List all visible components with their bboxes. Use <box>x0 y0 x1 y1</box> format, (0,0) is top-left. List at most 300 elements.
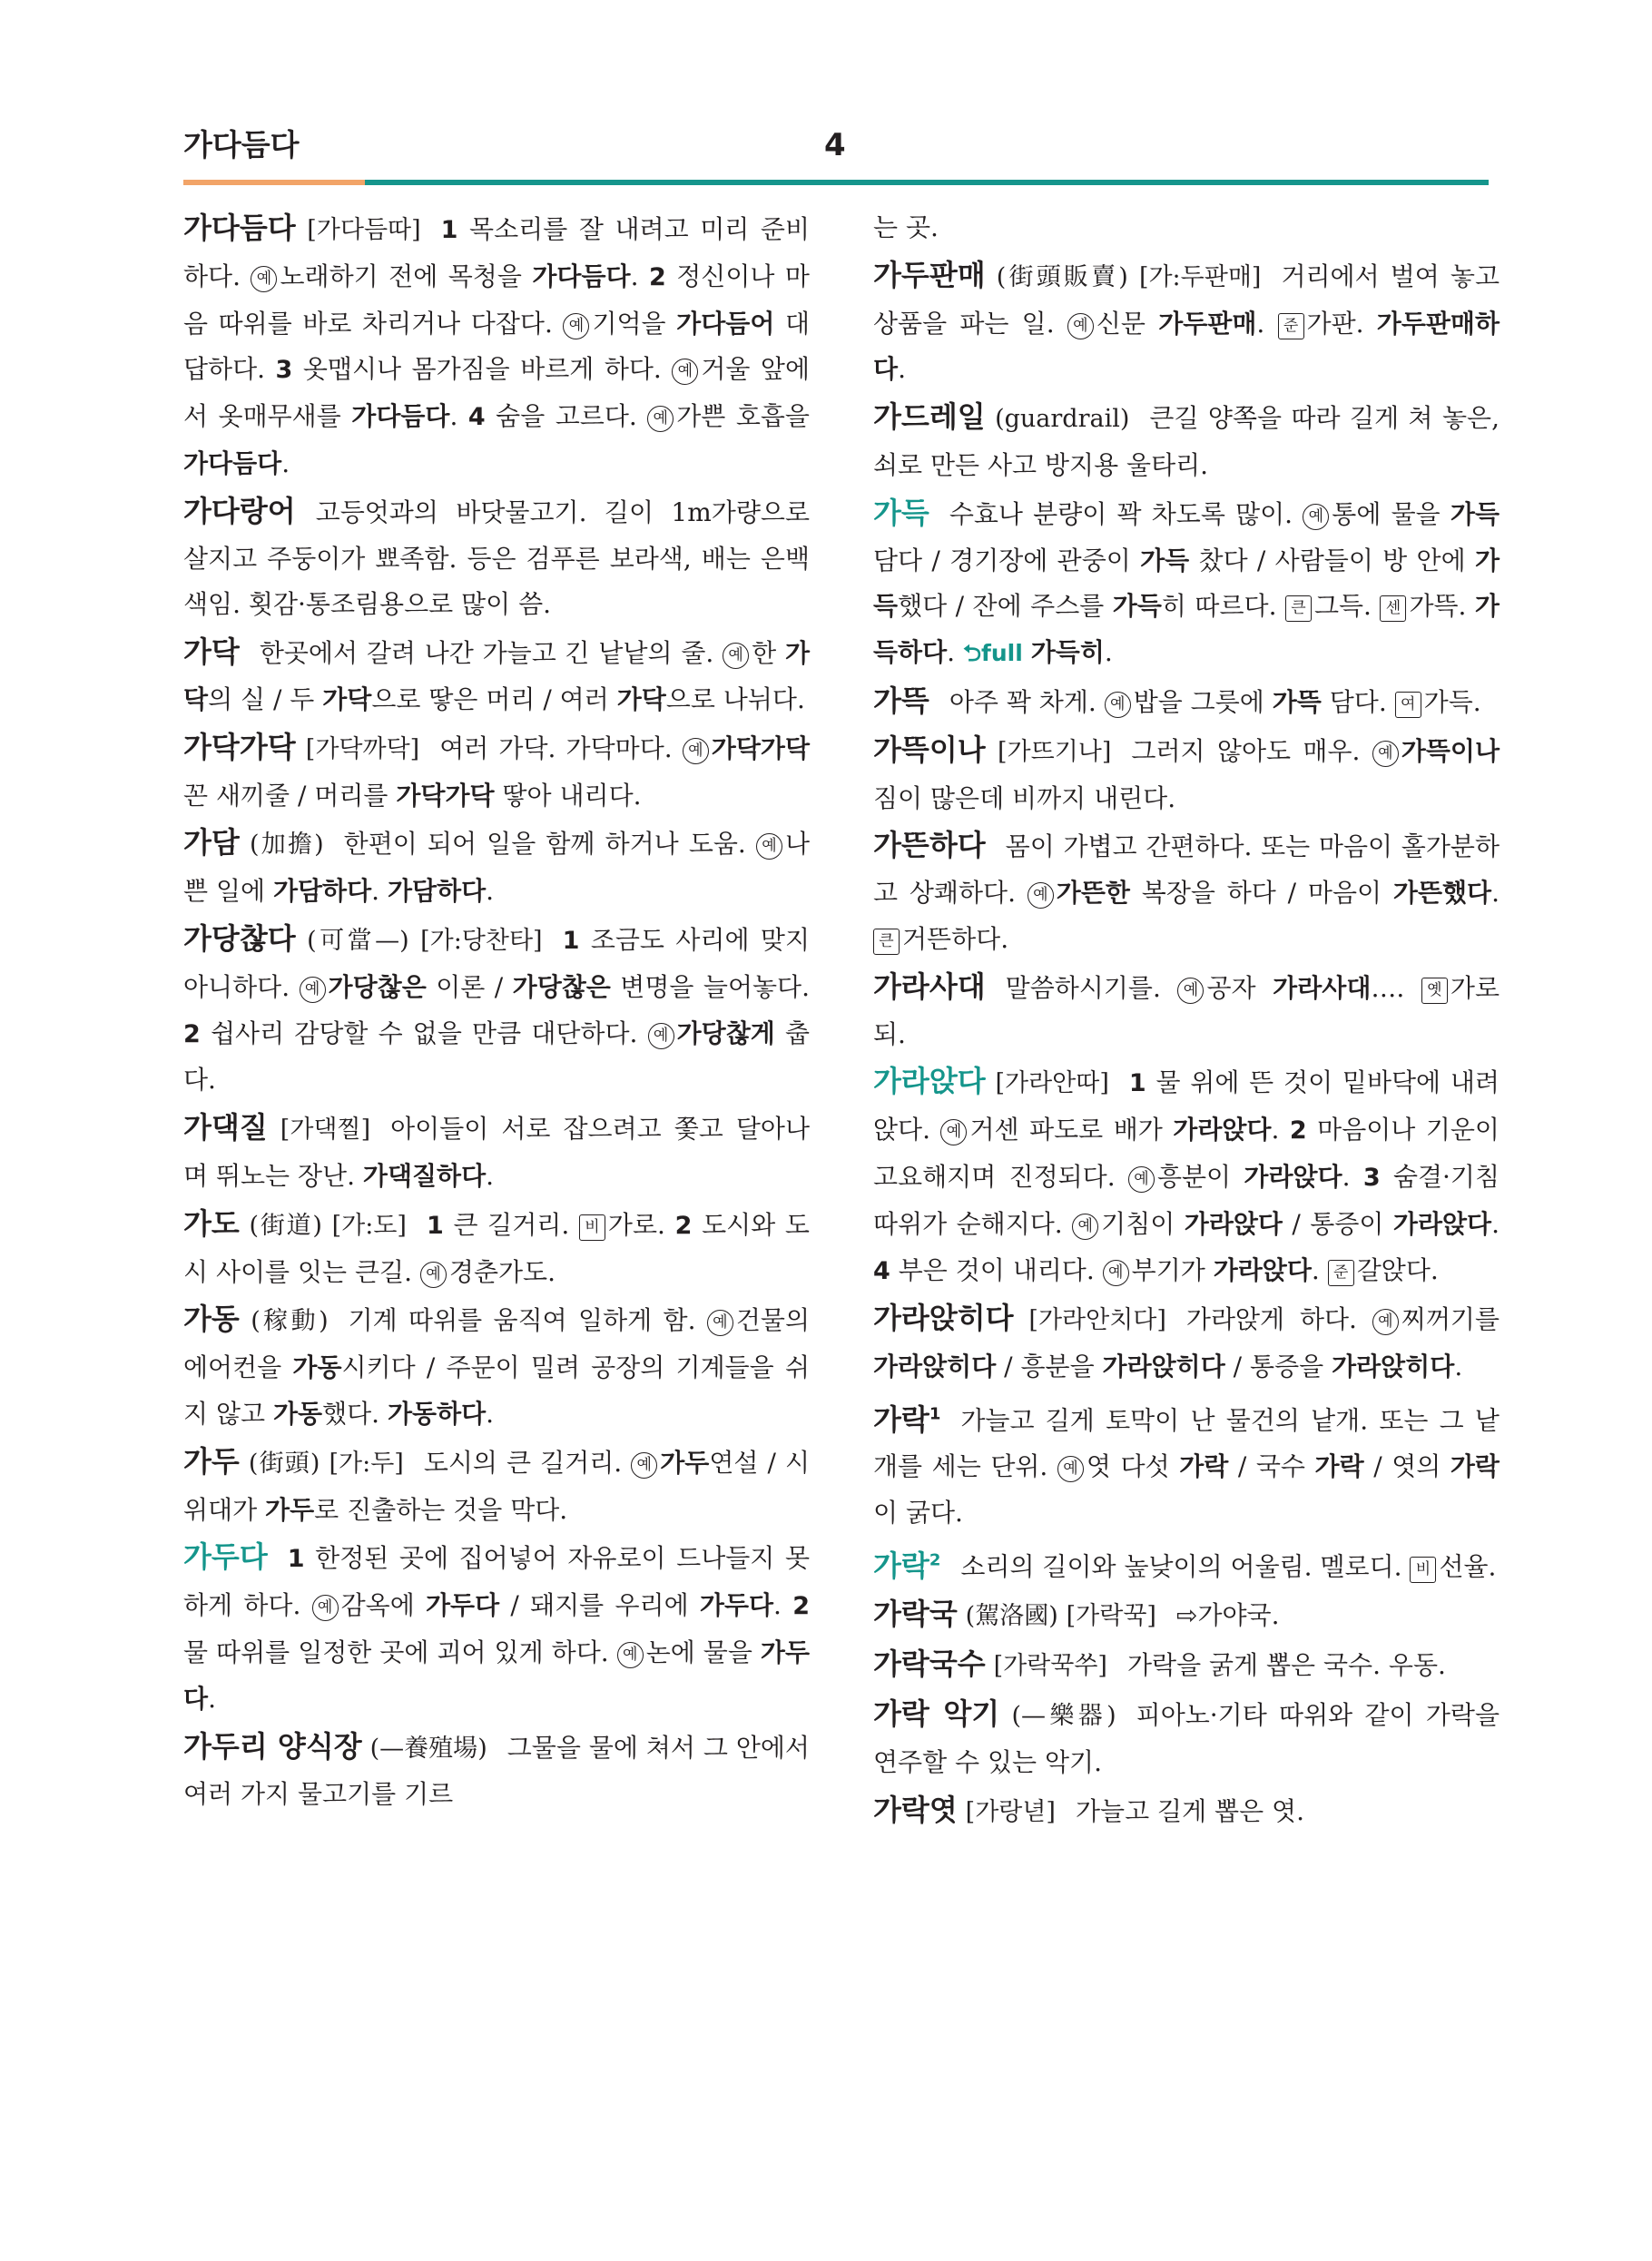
entry-garak-2 <box>873 1538 1500 1590</box>
definition: 한곳에서 갈려 나간 가늘고 긴 낱낱의 줄. <box>259 638 714 669</box>
example-text: 한 <box>752 638 785 669</box>
cross-reference: 가야국. <box>1197 1600 1280 1631</box>
example-text: 나쁜 일에 <box>183 829 811 907</box>
example-headword: 가닥 <box>183 638 810 714</box>
pronunciation: [가락꾹] <box>1066 1602 1156 1631</box>
example-mark-icon: 예 <box>420 1262 447 1288</box>
headword: 가댁질 <box>183 1110 268 1145</box>
definition: 가늘고 길게 뽑은 엿. <box>1075 1795 1304 1826</box>
example-text: 했다. <box>322 1398 380 1429</box>
punctuation: . <box>947 637 956 668</box>
example-headword: 가닥 <box>616 683 666 714</box>
definition: 그러지 않아도 매우. <box>1131 735 1361 766</box>
entry-garagyeot <box>873 1787 1500 1836</box>
example-mark-icon: 예 <box>683 738 709 764</box>
pronunciation: [가락꾹쑤] <box>993 1652 1107 1681</box>
definition: 숨결·기침 따위가 순해지다. <box>873 1161 1500 1239</box>
example-mark-icon: 예 <box>1103 1260 1129 1286</box>
entry-gadeureil <box>873 394 1500 489</box>
headword <box>873 1548 940 1583</box>
example-headword: 가다듬다 <box>351 401 450 432</box>
headword: 가라앉히다 <box>873 1301 1014 1336</box>
example-mark-icon: 예 <box>1057 1456 1084 1482</box>
example-text: …. <box>1371 972 1405 1003</box>
example-mark-icon: 예 <box>1372 1309 1399 1335</box>
headword: 가뜬하다 <box>873 828 986 863</box>
example-text: 춥다. <box>183 1017 811 1096</box>
related-word: 가로. <box>607 1209 665 1240</box>
example-headword: 가득 <box>1450 498 1500 529</box>
headword: 가라앉다 <box>873 1064 986 1099</box>
headword: 가락국 <box>873 1597 958 1632</box>
headword: 가두판매 <box>873 257 986 292</box>
example-headword: 가뜩 <box>1272 686 1322 717</box>
entry-gadadeumda <box>183 205 810 487</box>
example-headword: 가동 <box>272 1398 323 1429</box>
hanja: (可當—) <box>307 926 409 955</box>
example-headword: 가득 <box>873 545 1500 622</box>
headword: 가담 <box>183 825 240 860</box>
definition: 기계 따위를 움직여 일하게 함. <box>348 1305 696 1336</box>
pronunciation: [가닥까닥] <box>305 734 420 763</box>
punctuation: . <box>898 354 906 385</box>
related-word: 그득. <box>1313 591 1372 622</box>
headword: 가락국수 <box>873 1647 986 1682</box>
definition: 물 위에 뜬 것이 밑바닥에 내려앉다. <box>873 1067 1500 1145</box>
sense-number: 3 <box>1362 1163 1381 1192</box>
headword <box>873 1402 940 1437</box>
example-mark-icon: 예 <box>648 1023 674 1049</box>
similar-word-mark-icon: 비 <box>579 1214 605 1241</box>
definition: 마음이나 기운이 고요해지며 진정되다. <box>873 1115 1500 1192</box>
entry-gadu <box>183 1439 810 1534</box>
example-text: / 돼지를 우리에 <box>499 1590 700 1621</box>
pronunciation: [가댁찔] <box>280 1116 371 1145</box>
example-headword: 가두다 <box>699 1590 774 1621</box>
strong-word-mark-icon: 센 <box>1380 595 1406 622</box>
example-text: 담다. <box>1321 686 1387 717</box>
example-headword: 가라앉다 <box>1213 1254 1312 1285</box>
example-text: 히 따르다. <box>1161 591 1277 622</box>
definition: 아주 꽉 차게. <box>949 686 1096 717</box>
hanja: (街頭) <box>248 1449 320 1478</box>
headword: 가두 <box>183 1443 240 1479</box>
hanja: (—樂器) <box>1011 1702 1116 1731</box>
headword: 가뜩이나 <box>873 732 986 767</box>
definition: 부은 것이 내리다. <box>898 1254 1095 1285</box>
example-mark-icon: 예 <box>723 643 749 669</box>
example-text: 연설 / 시위대가 <box>183 1447 811 1525</box>
example-headword: 가라앉다 <box>1173 1115 1272 1145</box>
punctuation: . <box>486 1160 495 1191</box>
header-rule-accent <box>183 180 365 185</box>
example-text: 부기가 <box>1131 1254 1214 1285</box>
definition: 가늘고 길게 토막이 난 물건의 낱개. 또는 그 낱개를 세는 단위. <box>873 1405 1500 1482</box>
example-headword: 가라앉다 <box>1244 1161 1342 1192</box>
example-text: . <box>449 401 458 432</box>
entry-gadupanmae <box>873 252 1500 393</box>
short-form-mark-icon: 준 <box>1328 1260 1354 1286</box>
example-text: . <box>1311 1254 1320 1285</box>
homonym-number: 1 <box>929 1403 941 1423</box>
example-mark-icon: 예 <box>312 1595 339 1621</box>
page-header <box>183 120 1489 189</box>
example-headword: 가뜬한 <box>1056 878 1130 909</box>
page-number: 4 <box>824 127 846 163</box>
example-headword: 가당찮은 <box>512 971 611 1002</box>
example-headword: 가다듬다 <box>532 261 631 291</box>
homonym-number: 2 <box>929 1549 941 1569</box>
sense-number: 1 <box>1128 1069 1146 1098</box>
sense-number: 4 <box>873 1256 890 1285</box>
example-headword: 가당찮게 <box>676 1017 775 1048</box>
entry-garaanchida <box>873 1295 1500 1391</box>
example-text: 신문 <box>1096 308 1159 339</box>
example-headword: 가닥 <box>322 683 372 714</box>
definition: 도시와 도시 사이를 잇는 큰길. <box>183 1209 810 1287</box>
pronunciation: [가:두] <box>329 1449 404 1478</box>
headword-text: 가락 <box>873 1548 929 1583</box>
example-text: 공자 <box>1206 972 1273 1003</box>
entry-gadak <box>183 629 810 723</box>
headword: 가라사대 <box>873 968 986 1004</box>
punctuation: . <box>1104 637 1113 668</box>
example-text: 거울 앞에서 옷매무새를 <box>183 354 811 432</box>
entry-gatteugina <box>873 727 1500 822</box>
example-headword: 가락 <box>1314 1451 1364 1482</box>
derived-word: 가득히 <box>1030 637 1105 668</box>
example-text: . <box>773 1590 782 1621</box>
example-headword: 가뜩이나 <box>1401 735 1500 766</box>
example-text: 의 실 / 두 <box>208 683 323 714</box>
entry-garakguk <box>873 1591 1500 1640</box>
entry-gadeuk <box>873 490 1500 677</box>
example-text: 복장을 하다 / 마음이 <box>1129 878 1393 909</box>
headword: 가당찮다 <box>183 920 296 956</box>
example-headword: 가라앉히다 <box>1332 1352 1455 1382</box>
sense-number: 2 <box>674 1211 693 1240</box>
related-word: 선율. <box>1439 1551 1497 1582</box>
pronunciation: [가:도] <box>331 1211 407 1240</box>
example-text: . <box>208 1683 216 1714</box>
entry-gado <box>183 1201 810 1296</box>
example-headword: 가동 <box>292 1352 342 1383</box>
hanja: (加擔) <box>249 831 324 860</box>
pronunciation: [가라안따] <box>995 1069 1109 1098</box>
definition: 가라앉게 하다. <box>1185 1304 1357 1335</box>
sense-number: 2 <box>183 1019 201 1048</box>
sense-number: 1 <box>562 926 580 955</box>
derived-word: 가담하다 <box>387 876 487 907</box>
definition: 옷맵시나 몸가짐을 바르게 하다. <box>302 354 662 385</box>
example-mark-icon: 예 <box>631 1452 657 1479</box>
example-text: 찼다 / 사람들이 방 안에 <box>1189 545 1475 575</box>
full-reference <box>963 640 1023 666</box>
example-mark-icon: 예 <box>756 833 782 860</box>
derived-word: 가동하다 <box>387 1398 487 1429</box>
example-text: . <box>630 261 639 291</box>
example-text: 으로 땋은 머리 / 여러 <box>371 683 617 714</box>
definition: 그물을 물에 쳐서 그 안에서 여러 가지 물고기를 기르 <box>183 1732 810 1810</box>
example-headword: 가라사대 <box>1273 972 1372 1003</box>
example-headword: 가득 <box>1112 591 1162 622</box>
entry-garakguksu <box>873 1641 1500 1690</box>
similar-word-mark-icon: 비 <box>1410 1557 1436 1583</box>
headword: 가득 <box>873 495 929 530</box>
example-text: / 통증이 <box>1282 1208 1393 1239</box>
example-headword: 가다듬다 <box>183 447 282 478</box>
example-text: 꼰 새끼줄 / 머리를 <box>183 780 397 811</box>
example-text: 땋아 내리다. <box>494 780 642 811</box>
pronunciation: [가라안치다] <box>1028 1306 1166 1335</box>
entry-gaduda <box>183 1534 810 1722</box>
example-mark-icon: 예 <box>300 977 326 1003</box>
definition: 물 따위를 일정한 곳에 괴어 있게 하다. <box>183 1637 609 1667</box>
headword: 가두다 <box>183 1539 268 1575</box>
entry-gadarangeo <box>183 488 810 628</box>
example-text: . <box>371 876 380 907</box>
entry-gadaekjil <box>183 1105 810 1200</box>
pronunciation: [가:당찬타] <box>420 926 543 955</box>
sense-number: 2 <box>1289 1116 1307 1145</box>
related-word: 갈앉다. <box>1356 1254 1439 1285</box>
headword: 가도 <box>183 1205 240 1241</box>
example-text: 으로 나뉘다. <box>665 683 805 714</box>
definition: 몸이 가볍고 간편하다. 또는 마음이 홀가분하고 상쾌하다. <box>873 831 1500 909</box>
definition: 여러 가닥. 가닥마다. <box>439 732 673 763</box>
example-text: 했다 / 잔에 주스를 <box>898 591 1113 622</box>
related-word: 가로되. <box>873 972 1500 1049</box>
sense-number: 1 <box>287 1545 305 1574</box>
example-text: 짐이 많은데 비까지 내린다. <box>873 782 1176 813</box>
example-text: . <box>1491 878 1500 909</box>
definition: 말씀하시기를. <box>1005 972 1161 1003</box>
example-text: 건물의 에어컨을 <box>183 1305 810 1383</box>
punctuation: . <box>486 876 495 907</box>
example-text: / 엿의 <box>1363 1451 1450 1482</box>
punctuation: . <box>486 1398 495 1429</box>
example-mark-icon: 예 <box>1177 978 1204 1004</box>
example-text: / 통증을 <box>1224 1352 1332 1382</box>
hanja: (—養殖場) <box>369 1734 487 1763</box>
headword: 가닥가닥 <box>183 729 296 764</box>
entry-gatteunhada <box>873 822 1500 962</box>
example-text: 기침이 <box>1101 1208 1185 1239</box>
example-headword: 가닥가닥 <box>711 732 810 763</box>
entry-gadangchanta <box>183 916 810 1104</box>
example-headword: 가락 <box>1179 1451 1229 1482</box>
example-text: 경춘가도. <box>448 1256 556 1287</box>
definition: 고등엇과의 바닷물고기. 길이 1m가량으로 살지고 주둥이가 뾰족함. 등은 검푸른 보라색, 배는 은백색임. 횟감·통조림용으로 많이 씀. <box>183 496 810 620</box>
entry-gatteuk <box>873 678 1500 726</box>
derived-word: 가댁질하다 <box>362 1160 487 1191</box>
related-word: 가뜩. <box>1409 591 1467 622</box>
related-word: 거뜬하다. <box>902 923 1009 954</box>
guide-word: 가다듬다 <box>183 127 300 162</box>
headword: 가두리 양식장 <box>183 1728 362 1764</box>
definition: 피아노·기타 따위와 같이 가락을 연주할 수 있는 악기. <box>873 1700 1500 1777</box>
definition: 는 곳. <box>873 212 939 242</box>
definition: 쉽사리 감당할 수 없을 만큼 대단하다. <box>210 1017 638 1048</box>
left-column <box>183 205 810 1819</box>
sense-number: 2 <box>648 262 666 291</box>
headword: 가락엿 <box>873 1792 958 1827</box>
example-text: 찌꺼기를 <box>1401 1304 1500 1335</box>
related-word: 가득. <box>1423 686 1481 717</box>
definition: 도시의 큰 길거리. <box>423 1447 623 1478</box>
example-headword: 가두다 <box>426 1590 500 1621</box>
entry-garak-1 <box>873 1391 1500 1537</box>
definition: 조금도 사리에 맞지 아니하다. <box>183 924 811 1002</box>
old-form-mark-icon: 옛 <box>1421 978 1448 1004</box>
pronunciation: [가다듬따] <box>307 216 421 244</box>
definition: 큰길 양쪽을 따라 길게 쳐 놓은, 쇠로 만든 사고 방지용 울타리. <box>873 403 1500 480</box>
example-mark-icon: 예 <box>1372 741 1399 767</box>
example-headword: 가라앉히다 <box>1102 1352 1225 1382</box>
pronunciation: [가랑녇] <box>965 1797 1056 1826</box>
definition: 한편이 되어 일을 함께 하거나 도움. <box>343 829 746 860</box>
example-text: 밥을 그릇에 <box>1133 686 1273 717</box>
example-text: 노래하기 전에 목청을 <box>280 261 533 291</box>
headword: 가다랑어 <box>183 493 296 528</box>
headword: 가드레일 <box>873 399 986 435</box>
sense-number: 1 <box>426 1211 444 1240</box>
entry-gadam <box>183 820 810 915</box>
example-mark-icon: 예 <box>707 1310 733 1336</box>
definition: 한정된 곳에 집어넣어 자유로이 드나들지 못하게 하다. <box>183 1543 811 1621</box>
pronunciation: [가뜨기나] <box>998 737 1112 766</box>
entry-garasadae <box>873 964 1500 1058</box>
example-text: . <box>1491 1208 1500 1239</box>
example-text: 흥분이 <box>1156 1161 1244 1192</box>
example-text: 변명을 늘어놓다. <box>610 971 810 1002</box>
example-mark-icon: 예 <box>1303 504 1329 530</box>
example-headword: 가다듬어 <box>676 308 775 339</box>
entry-gadakgadak <box>183 724 810 820</box>
entry-continuation <box>873 205 1500 251</box>
example-text: 이 굵다. <box>873 1498 963 1529</box>
see-reference-arrow-icon: ⇨ <box>1175 1600 1198 1631</box>
example-text: 이론 / <box>426 971 513 1002</box>
hanja: (駕洛國) <box>965 1602 1058 1631</box>
definition: 목소리를 잘 내려고 미리 준비하다. <box>183 214 810 291</box>
example-text: 거센 파도로 배가 <box>969 1115 1174 1145</box>
example-mark-icon: 예 <box>1128 1166 1155 1193</box>
example-headword: 가두 <box>265 1494 315 1525</box>
header-rule <box>365 180 1489 185</box>
example-headword: 가당찮은 <box>328 971 427 1002</box>
pronunciation: [가:두판매] <box>1138 262 1262 291</box>
example-text: 시키다 / 주문이 밀려 공장의 기계들을 쉬지 않고 <box>183 1352 810 1429</box>
example-text: . <box>1256 308 1265 339</box>
right-column <box>873 205 1500 1836</box>
sense-number: 2 <box>792 1592 810 1621</box>
example-text: / 국수 <box>1228 1451 1315 1482</box>
definition: 큰 길거리. <box>453 1209 570 1240</box>
sense-number: 1 <box>440 216 458 244</box>
headword: 가락 악기 <box>873 1696 1000 1732</box>
full-reference-label: full <box>981 640 1023 667</box>
example-text: 담다 / 경기장에 관중이 <box>873 545 1141 575</box>
example-mark-icon: 예 <box>251 266 277 292</box>
example-headword: 가두 <box>660 1447 710 1478</box>
origin-word: (guardrail) <box>995 405 1130 434</box>
example-headword: 가뜬했다 <box>1392 878 1492 909</box>
example-text: 대답하다. <box>183 308 811 385</box>
definition: 거리에서 벌여 놓고 상품을 파는 일. <box>873 261 1500 339</box>
definition: 숨을 고르다. <box>496 401 637 432</box>
example-headword: 가라앉히다 <box>873 1352 997 1382</box>
hanja: (街道) <box>249 1211 322 1240</box>
headword: 가닥 <box>183 634 240 670</box>
derived-word: 가득하다 <box>873 591 1500 668</box>
example-text: . <box>1342 1161 1351 1192</box>
example-mark-icon: 예 <box>1067 313 1094 339</box>
headword: 가뜩 <box>873 683 929 718</box>
example-headword: 가라앉다 <box>1184 1208 1283 1239</box>
example-text: 논에 물을 <box>645 1637 761 1667</box>
example-mark-icon: 예 <box>940 1119 967 1145</box>
definition: 정신이나 마음 따위를 바로 차리거나 다잡다. <box>183 261 810 339</box>
example-text: . <box>1271 1115 1280 1145</box>
headword: 가다듬다 <box>183 211 296 245</box>
definition: 아이들이 서로 잡으려고 쫓고 달아나며 뛰노는 장난. <box>183 1114 810 1191</box>
example-mark-icon: 예 <box>1028 882 1054 909</box>
example-text: 감옥에 <box>340 1590 426 1621</box>
sense-number: 3 <box>275 356 293 385</box>
short-form-mark-icon: 준 <box>1278 313 1304 339</box>
entry-gaduri-yangsikjang <box>183 1724 810 1819</box>
example-headword: 가담하다 <box>272 876 372 907</box>
example-headword: 가두판매 <box>1158 308 1257 339</box>
headword-text: 가락 <box>873 1401 929 1437</box>
definition: 가락을 굵게 뽑은 국수. 우동. <box>1126 1650 1446 1681</box>
headword: 가동 <box>183 1302 240 1337</box>
return-arrow-icon: ⮌ <box>962 640 981 667</box>
example-text: 로 진출하는 것을 막다. <box>314 1494 568 1525</box>
example-headword: 가득 <box>1140 545 1190 575</box>
example-text: 통에 물을 <box>1332 498 1450 529</box>
hanja: (街頭販賣) <box>996 262 1128 291</box>
entry-garak-akgi <box>873 1691 1500 1786</box>
example-text: . <box>1454 1352 1463 1382</box>
soft-word-mark-icon: 여 <box>1395 692 1421 718</box>
example-text: 가쁜 호흡을 <box>676 401 810 432</box>
derived-word: 가두판매하다 <box>873 308 1500 385</box>
entry-gadong <box>183 1296 810 1437</box>
related-word: 가판. <box>1306 308 1364 339</box>
example-text: 기억을 <box>592 308 677 339</box>
sense-number: 4 <box>467 403 486 432</box>
example-text: 엿 다섯 <box>1086 1451 1180 1482</box>
example-mark-icon: 예 <box>672 359 698 385</box>
example-headword: 가락 <box>1450 1451 1500 1482</box>
example-mark-icon: 예 <box>1072 1214 1098 1240</box>
hanja: (稼動) <box>251 1307 329 1336</box>
entry-garaanda <box>873 1058 1500 1294</box>
example-mark-icon: 예 <box>647 406 674 432</box>
example-text: . <box>281 447 290 478</box>
definition: 소리의 길이와 높낮이의 어울림. 멜로디. <box>960 1551 1402 1582</box>
big-word-mark-icon: 큰 <box>873 929 900 955</box>
example-mark-icon: 예 <box>1105 692 1131 718</box>
example-mark-icon: 예 <box>617 1642 644 1668</box>
example-headword: 가라앉다 <box>1392 1208 1492 1239</box>
example-headword: 가두다 <box>183 1637 811 1714</box>
definition: 수효나 분량이 꽉 차도록 많이. <box>949 498 1293 529</box>
big-word-mark-icon: 큰 <box>1285 595 1312 622</box>
example-mark-icon: 예 <box>563 313 589 339</box>
